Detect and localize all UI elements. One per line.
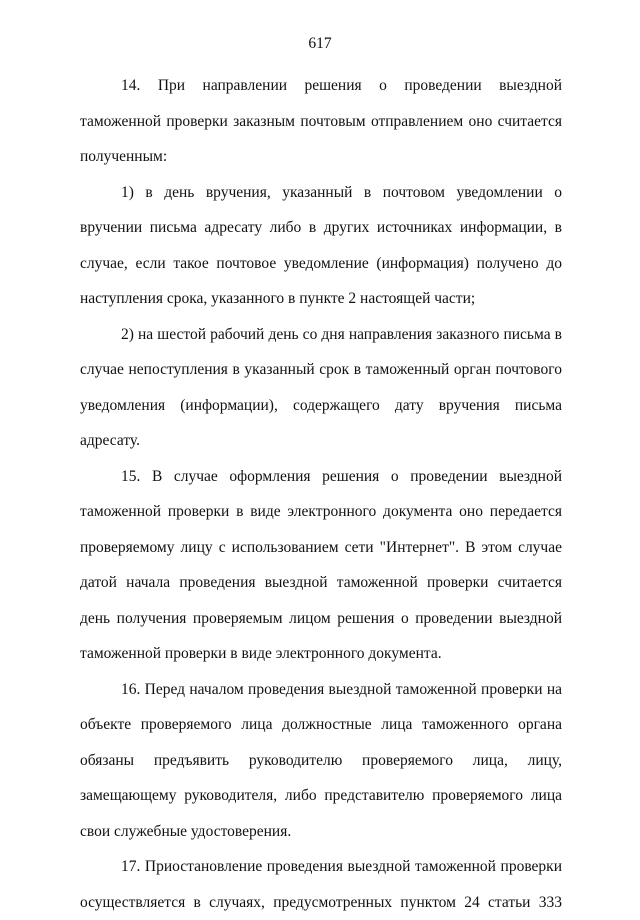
page-body [80,68,562,920]
paragraph-17: 17. Приостановление проведения выездной таможенной проверки осуществляется в случаях, предусмотренных пунктом 24 статьи 333 [80,858,562,911]
paragraph-16: 16. Перед началом проведения выездной таможенной проверки на объекте проверяемого лица должностные лица таможенного органа обязаны предъявить руководителю проверяемого лица, лицу, замещающему руководителя, либо представителю проверяемого лица свои служебные удостоверения. [80,680,562,840]
paragraph-14-item-2: 2) на шестой рабочий день со дня направления заказного письма в случае непоступления в указанный срок в таможенный орган почтового уведомления (информации), содержащего дату вручения письма адресату. [80,325,562,449]
paragraph-15: 15. В случае оформления решения о проведении выездной таможенной проверки в виде электронного документа оно передается проверяемому лицу с использованием сети "Интернет". В этом случае датой начала проведения выездной таможенной проверки считается день получения проверяемым лицом решения о проведении выездной таможенной проверки в виде электронного документа. [80,467,562,662]
paragraph-14-item-1: 1) в день вручения, указанный в почтовом уведомлении о вручении письма адресату либо в других источниках информации, в случае, если такое почтовое уведомление (информация) получено до наступления срока, указанного в пункте 2 настоящей части; [80,183,562,307]
paragraph-14: 14. При направлении решения о проведении выездной таможенной проверки заказным почтовым отправлением оно считается полученным: [80,77,562,165]
page-number: 617 [308,35,332,52]
